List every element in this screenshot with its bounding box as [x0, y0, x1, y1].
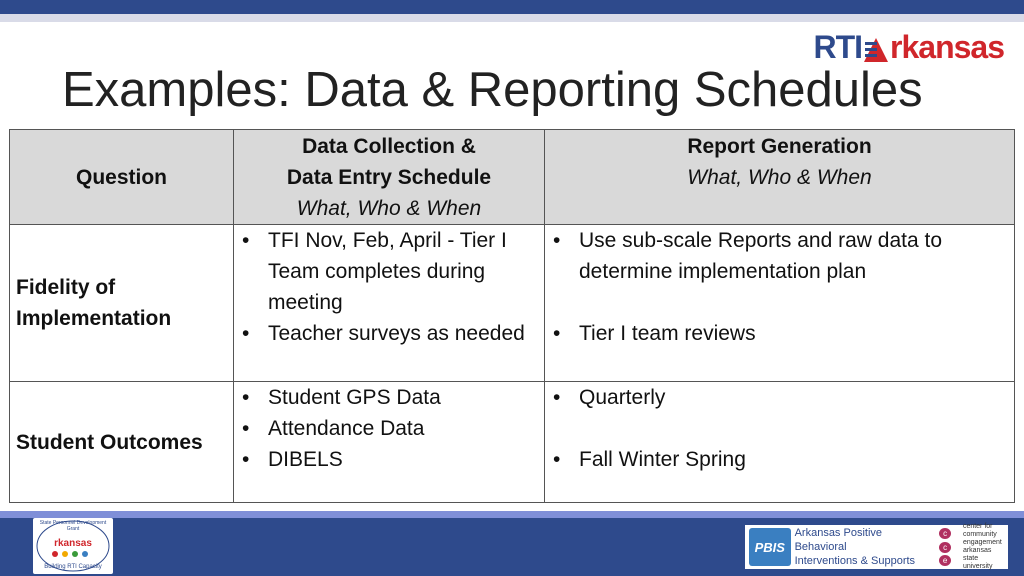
cce-icon: c c e: [939, 528, 961, 566]
arkansas-pbis-logo: PBIS Arkansas Positive Behavioral Interventions & Supports c c e center for community engagement arkansas state university: [745, 525, 1008, 569]
list-item: • Attendance Data: [234, 413, 544, 444]
flag-a-icon: [863, 34, 889, 60]
list-item: • DIBELS: [234, 444, 544, 475]
row-fidelity-collection: [234, 225, 545, 382]
list-item: • TFI Nov, Feb, April - Tier I Team completes during meeting: [234, 225, 544, 318]
top-banner-stripe: [0, 14, 1024, 22]
header-question: Question: [10, 130, 234, 225]
list-item: • Fall Winter Spring: [545, 444, 1014, 475]
top-banner: [0, 0, 1024, 14]
row-fidelity-report: [545, 225, 1015, 382]
row-question-fidelity: Fidelity of Implementation: [10, 225, 234, 382]
spdg-logo: rkansas State Personnel Development Grant Building RTI Capacity: [33, 518, 113, 574]
table-header-row: [10, 130, 1015, 225]
list-item: • Tier I team reviews: [545, 318, 1014, 349]
list-item: • Use sub-scale Reports and raw data to determine implementation plan: [545, 225, 1014, 287]
list-item: • Teacher surveys as needed: [234, 318, 544, 349]
rti-arkansas-logo: RTI rkansas: [813, 28, 1004, 65]
table-row: [10, 382, 1015, 503]
page-title: Examples: Data & Reporting Schedules: [62, 63, 923, 117]
pbis-icon: PBIS: [749, 528, 791, 566]
row-outcomes-collection: [234, 382, 545, 503]
row-outcomes-report: [545, 382, 1015, 503]
schedule-table: [9, 129, 1015, 503]
list-item: • Student GPS Data: [234, 382, 544, 413]
footer-stripe: [0, 511, 1024, 518]
header-report-generation: Report Generation What, Who & When: [545, 130, 1015, 225]
row-question-outcomes: Student Outcomes: [10, 382, 234, 503]
list-item: • Quarterly: [545, 382, 1014, 413]
table-row: [10, 225, 1015, 382]
header-data-collection: Data Collection & Data Entry Schedule What, Who & When: [234, 130, 545, 225]
